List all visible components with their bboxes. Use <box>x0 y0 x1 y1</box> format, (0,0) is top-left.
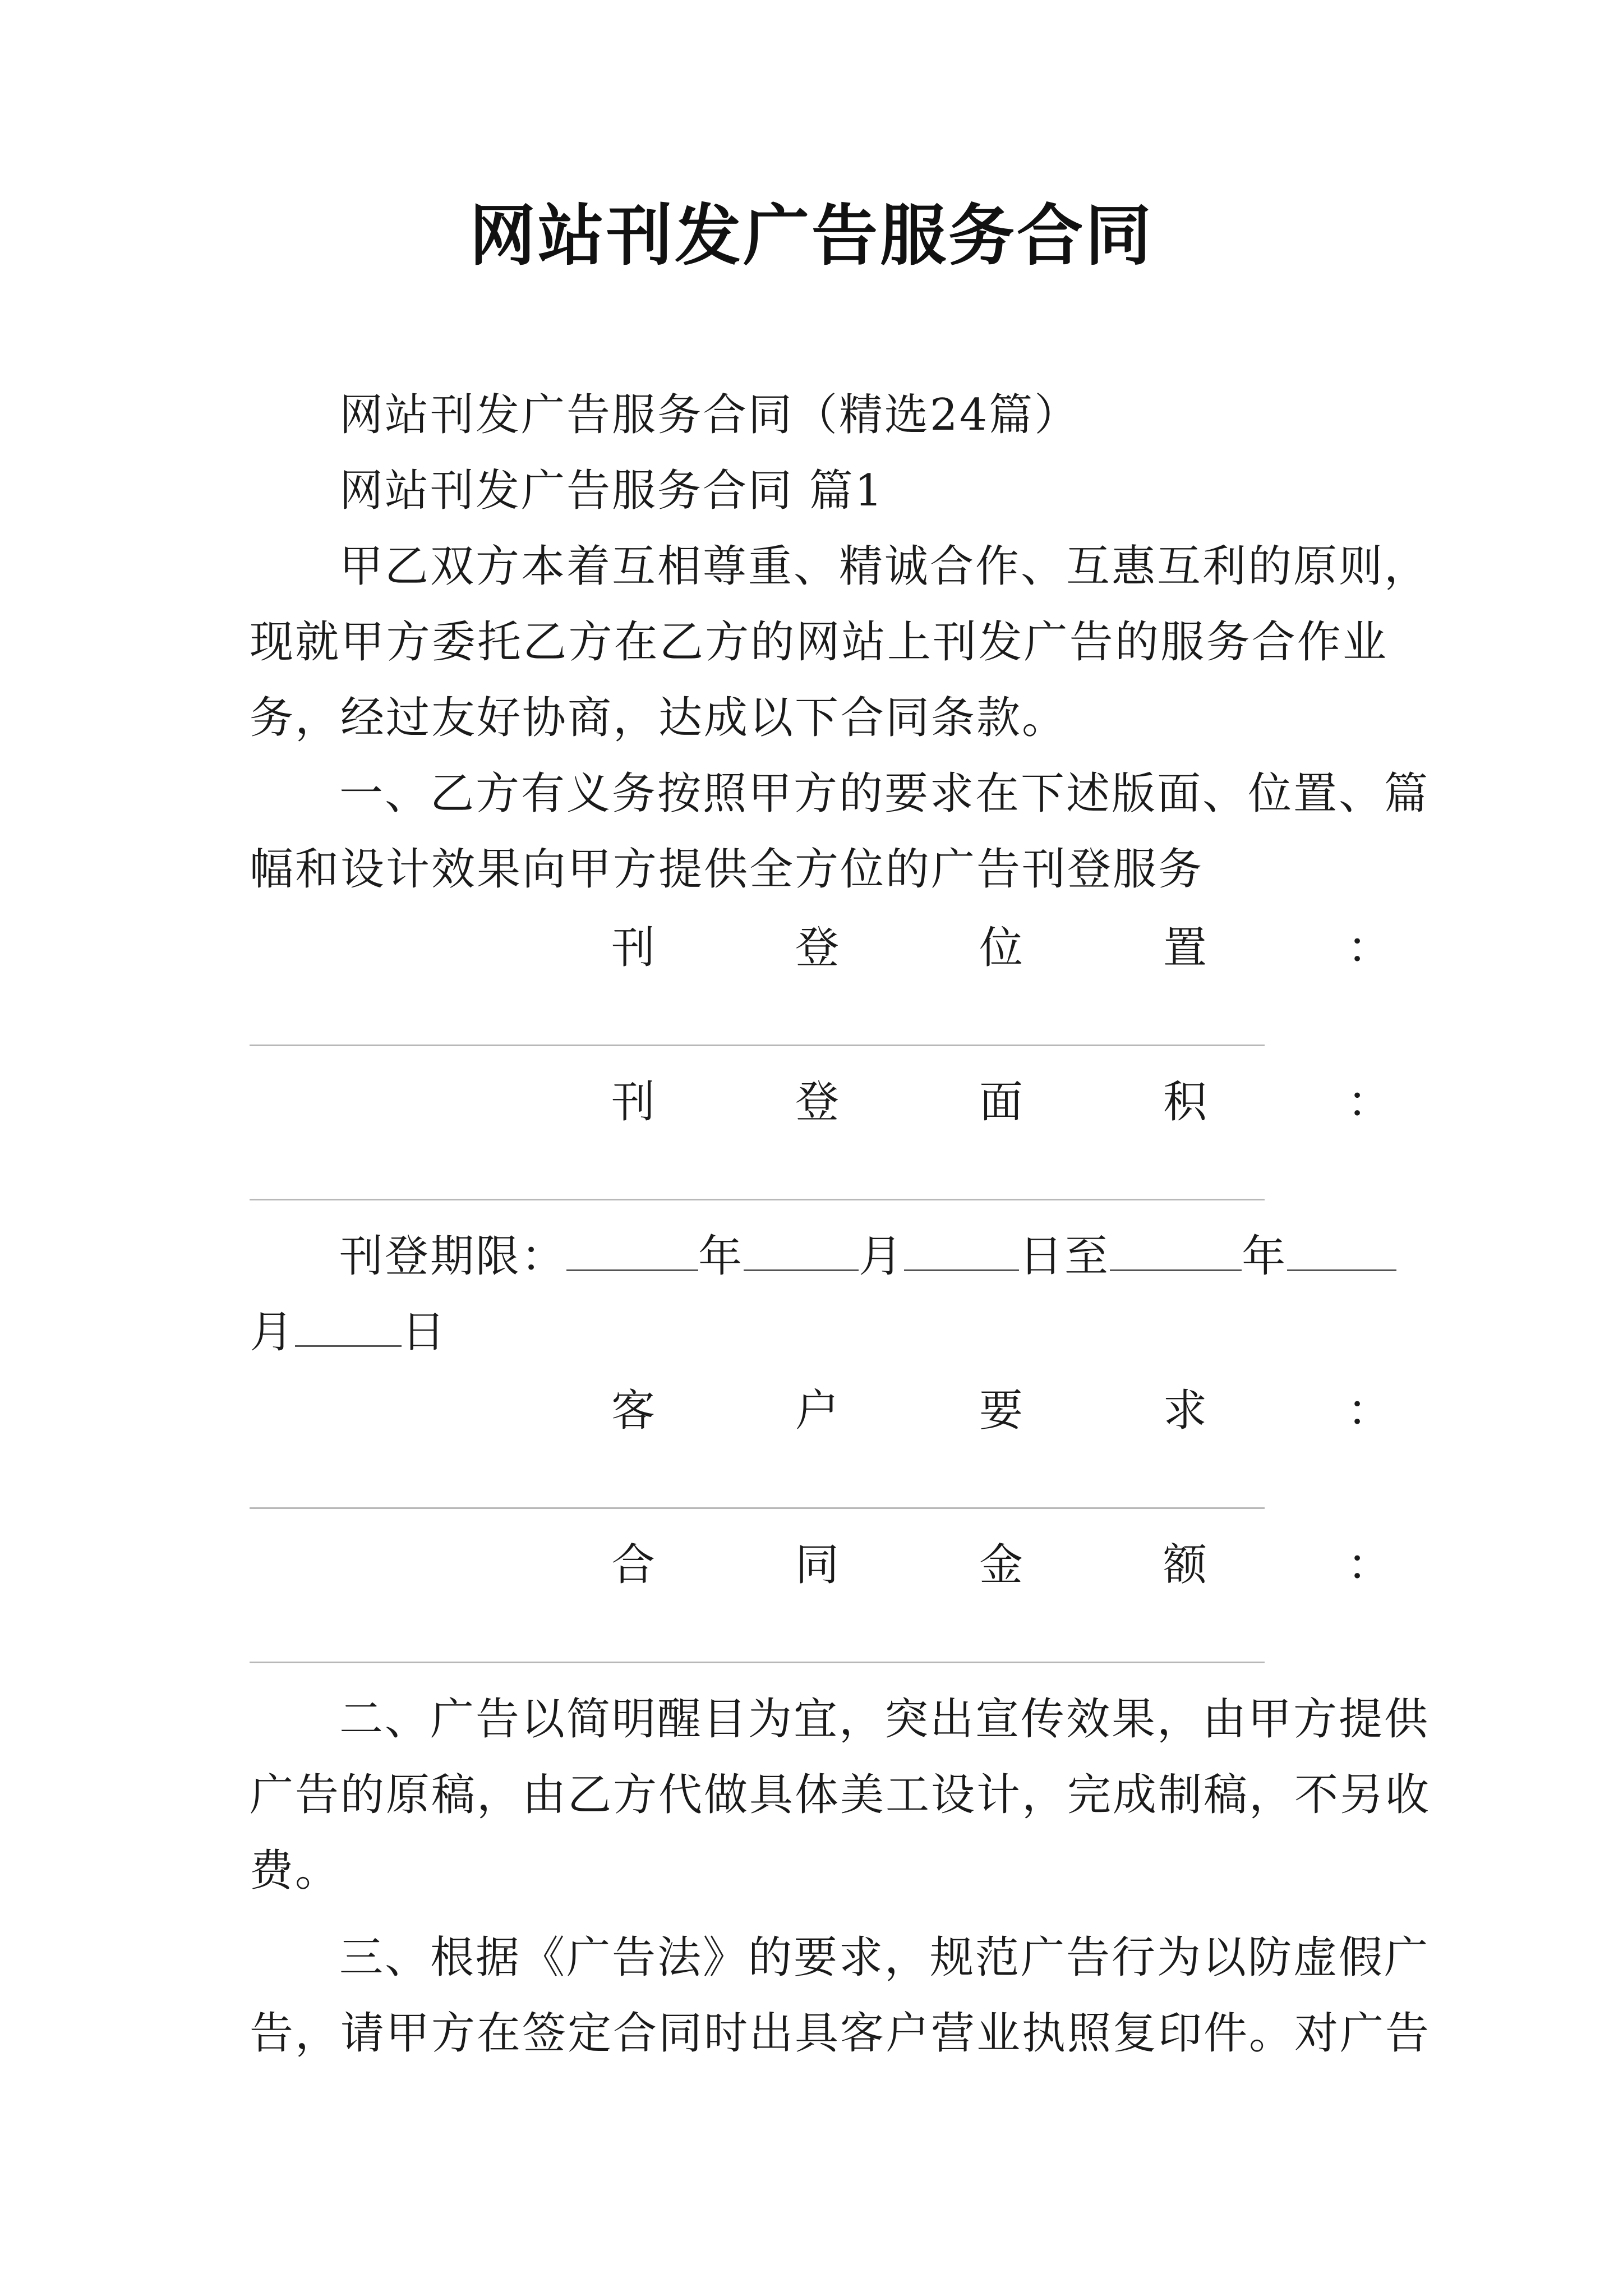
field-colon: ： <box>1347 1386 1391 1436</box>
period-month-1: 月 <box>859 1231 905 1282</box>
field-char: 同 <box>795 1540 839 1590</box>
field-requirements-label <box>611 1383 1391 1439</box>
field-char: 刊 <box>611 923 656 973</box>
month-blank <box>744 1230 859 1271</box>
clause3-line-2: 告，请甲方在签定合同时出具客户营业执照复印件。对广告 <box>250 2008 1431 2059</box>
year-blank-2 <box>1110 1230 1242 1271</box>
clause3-line-1: 三、根据《广告法》的要求，规范广告行为以防虚假广 <box>339 1932 1430 1983</box>
field-char: 户 <box>795 1386 839 1436</box>
field-colon: ： <box>1347 1077 1391 1128</box>
field-amount-label <box>611 1537 1391 1593</box>
period-line <box>339 1228 1388 1285</box>
field-char: 额 <box>1163 1540 1207 1590</box>
month-blank-2 <box>1287 1230 1396 1271</box>
period-line-cont <box>250 1304 1388 1360</box>
field-area-blank-line <box>250 1199 1265 1200</box>
day-blank <box>904 1230 1019 1271</box>
intro-line-3: 务，经过友好协商，达成以下合同条款。 <box>250 693 1068 743</box>
period-day-2: 日 <box>402 1307 448 1358</box>
field-requirements-blank-line <box>250 1507 1265 1509</box>
field-char: 合 <box>611 1540 656 1590</box>
field-colon: ： <box>1347 1540 1391 1590</box>
field-position-label <box>611 920 1391 976</box>
field-char: 刊 <box>611 1077 656 1128</box>
field-char: 登 <box>795 1077 839 1128</box>
clause1-line-2: 幅和设计效果向甲方提供全方位的广告刊登服务 <box>250 844 1204 895</box>
field-position-blank-line <box>250 1045 1265 1046</box>
field-char: 金 <box>979 1540 1023 1590</box>
clause2-line-3: 费。 <box>250 1846 341 1896</box>
field-char: 登 <box>795 923 839 973</box>
field-char: 置 <box>1163 923 1207 973</box>
document-title: 网站刊发广告服务合同 <box>469 196 1154 274</box>
field-char: 要 <box>979 1386 1023 1436</box>
period-day-to: 日至 <box>1019 1231 1110 1282</box>
field-char: 客 <box>611 1386 656 1436</box>
year-blank <box>566 1230 698 1271</box>
period-month-2: 月 <box>250 1307 296 1358</box>
clause2-line-2: 广告的原稿，由乙方代做具体美工设计，完成制稿，不另收 <box>250 1770 1431 1820</box>
field-char: 面 <box>979 1077 1023 1128</box>
clause1-line-1: 一、乙方有义务按照甲方的要求在下述版面、位置、篇 <box>339 769 1430 819</box>
field-char: 积 <box>1163 1077 1207 1128</box>
intro-line-2: 现就甲方委托乙方在乙方的网站上刊发广告的服务合作业 <box>250 617 1388 668</box>
clause2-line-1: 二、广告以简明醒目为宜，突出宣传效果，由甲方提供 <box>339 1694 1430 1745</box>
field-area-label <box>611 1074 1391 1130</box>
period-label: 刊登期限： <box>339 1231 567 1282</box>
field-colon: ： <box>1347 923 1391 973</box>
section-heading: 网站刊发广告服务合同 篇1 <box>339 466 884 516</box>
period-year-1: 年 <box>698 1231 744 1282</box>
field-amount-blank-line <box>250 1662 1265 1663</box>
field-char: 求 <box>1163 1386 1207 1436</box>
subtitle: 网站刊发广告服务合同（精选24篇） <box>339 390 1080 440</box>
intro-line-1: 甲乙双方本着互相尊重、精诚合作、互惠互利的原则， <box>339 541 1430 592</box>
period-year-2: 年 <box>1242 1231 1288 1282</box>
day-blank-2 <box>295 1306 402 1347</box>
field-char: 位 <box>979 923 1023 973</box>
